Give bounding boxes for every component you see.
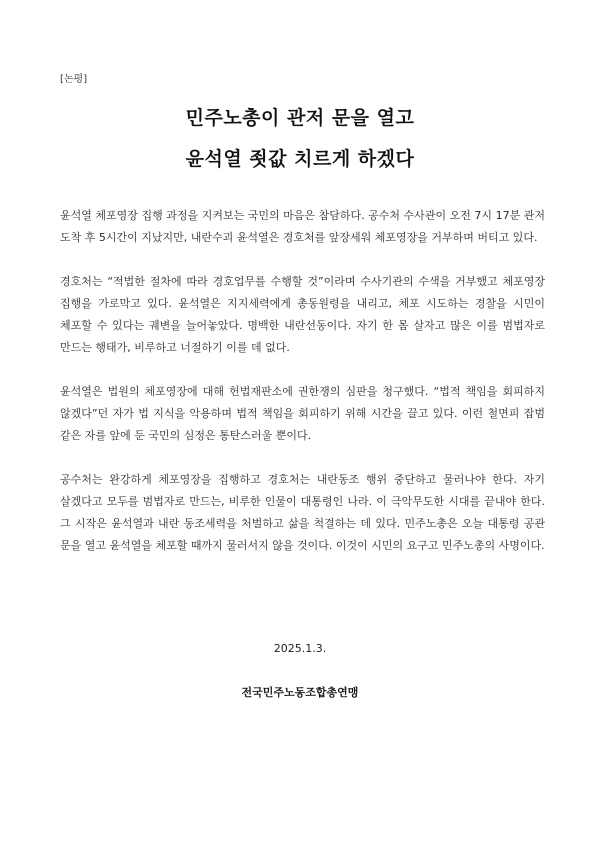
statement-date: 2025.1.3. [273,642,327,655]
document-type-tag: [논평] [60,74,88,85]
paragraph-4: 공수처는 완강하게 체포영장을 집행하고 경호처는 내란동조 행위 중단하고 물러나야 한다. 자기 살겠다고 모두를 범법자로 만드는, 비루한 인물이 대통령인 나라. 이 극악무도한 시대를 끝내야 한다. 그 시작은 윤석열과 내란 동조세력을 처벌하고 삶을 척결하는 데 있다. 민주노총은 오늘 대통령 공관 문을 열고 윤석열을 체포할 때까지 물러서지 않을 것이다. 이것이 시민의 요구고 민주노총의 사명이다. [60,473,545,552]
title-line-2: 윤석열 죗값 치르게 하겠다 [185,148,415,170]
title-line-1: 민주노총이 관저 문을 열고 [185,107,415,129]
paragraph-1: 윤석열 체포영장 집행 과정을 지켜보는 국민의 마음은 참담하다. 공수처 수사관이 오전 7시 17분 관저 도착 후 5시간이 지났지만, 내란수괴 윤석열은 경호처를 앞장세워 체포영장을 거부하며 버티고 있다. [60,209,545,244]
statement-body [60,205,545,579]
paragraph-2: 경호처는 “적법한 절차에 따라 경호업무를 수행할 것”이라며 수사기관의 수색을 거부했고 체포영장 집행을 가로막고 있다. 윤석열은 지지세력에게 총동원령을 내리고, 체포 시도하는 경찰을 시민이 체포할 수 있다는 궤변을 늘어놓았다. 명백한 내란선동이다. 자기 한 몸 살자고 많은 이를 범법자로 만드는 행태가, 비루하고 너절하기 이를 데 없다. [60,275,545,354]
paragraph-3: 윤석열은 법원의 체포영장에 대해 헌법재판소에 권한쟁의 심판을 청구했다. “법적 책임을 회피하지 않겠다”던 자가 법 지식을 악용하며 법적 책임을 회피하기 위해 시간을 끌고 있다. 이런 철면피 잡범 같은 자를 앞에 둔 국민의 심정은 통탄스러울 뿐이다. [60,385,545,442]
issuing-organization: 전국민주노동조합총연맹 [241,686,359,699]
